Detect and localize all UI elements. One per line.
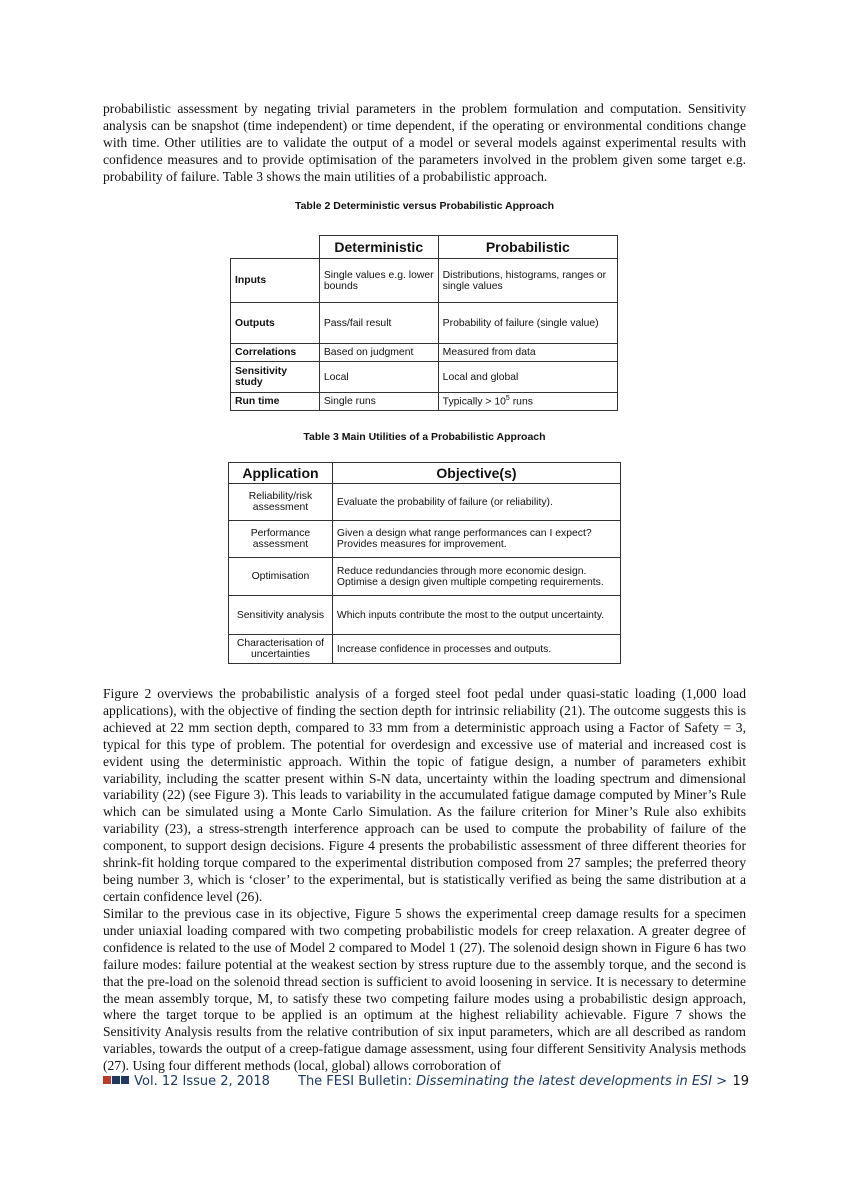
body-paragraph-figures-2-4: Figure 2 overviews the probabilistic analysis of a forged steel foot pedal under quasi-static loading (1,000 load applications), with the objective of finding the section depth for intrinsic reliability (21). The outcome suggests this is achieved at 22 mm section depth, compared to 33 mm from a deterministic approach using a Factor of Safety = 3, typical for this type of problem. The potential for overdesign and excessive use of material and increased cost is evident using the deterministic approach. Within the topic of fatigue design, a number of parameters exhibit variability, including the scatter present within S-N data, uncertainty within the loading spectrum and dimensional variability (22) (see Figure 3). This leads to variability in the accumulated fatigue damage computed by Miner’s Rule which can be simulated using a Monte Carlo Simulation. As the failure criterion for Miner’s Rule also exhibits variability (23), a stress-strength interference approach can be used to compute the probability of failure of the component, to support design decisions. Figure 4 presents the probabilistic assessment of three different theories for shrink-fit holding torque compared to the experimental distribution composed from 27 samples; the preferred theory being number 3, which is ‘closer’ to the experimental, but is statistically verified as being the same distribution at a certain confidence level (26). (103, 686, 746, 904)
table-row (229, 558, 621, 596)
table-corner-cell (231, 236, 320, 259)
row-label: Outputs (231, 303, 320, 344)
table-row (231, 259, 618, 303)
run-time-suffix: runs (509, 396, 533, 408)
probabilistic-cell (438, 393, 617, 411)
application-cell: Optimisation (229, 558, 333, 596)
table-deterministic-vs-probabilistic (230, 235, 618, 411)
table2-caption: Table 2 Deterministic versus Probabilistic Approach (294, 200, 555, 212)
footer-square-icon (121, 1076, 129, 1084)
probabilistic-cell: Distributions, histograms, ranges or single values (438, 259, 617, 303)
footer-bulletin-title (298, 1074, 727, 1089)
footer-volume-text: Vol. 12 Issue 2, 2018 (134, 1074, 270, 1089)
deterministic-cell: Pass/fail result (319, 303, 438, 344)
table-row (229, 635, 621, 664)
run-time-exponent: 5 (505, 395, 510, 403)
footer-bulletin-prefix: The FESI Bulletin: (298, 1074, 417, 1089)
column-header-deterministic: Deterministic (319, 236, 438, 259)
table-row (231, 362, 618, 393)
column-header-probabilistic: Probabilistic (438, 236, 617, 259)
row-label: Inputs (231, 259, 320, 303)
application-cell: Sensitivity analysis (229, 596, 333, 635)
row-label: Correlations (231, 344, 320, 362)
intro-paragraph: probabilistic assessment by negating trivial parameters in the problem formulation and computation. Sensitivity analysis can be snapshot (time independent) or time dependent, if the operating or environmental conditions change with time. Other utilities are to validate the output of a model or several models against experimental results with confidence measures and to provide optimisation of the parameters involved in the problem given some target e.g. probability of failure. Table 3 shows the main utilities of a probabilistic approach. (103, 101, 746, 184)
probabilistic-cell: Measured from data (438, 344, 617, 362)
objective-cell: Reduce redundancies through more economic design. Optimise a design given multiple competing requirements. (332, 558, 620, 596)
table-header-row (231, 236, 618, 259)
footer-square-icon (112, 1076, 120, 1084)
objective-cell: Given a design what range performances can I expect? Provides measures for improvement. (332, 521, 620, 558)
footer-volume (103, 1074, 270, 1089)
objective-cell: Evaluate the probability of failure (or reliability). (332, 484, 620, 521)
table-header-row (229, 463, 621, 484)
run-time-prefix: Typically > 10 (442, 396, 506, 408)
table-row (229, 521, 621, 558)
table-row (231, 393, 618, 411)
table-row (229, 484, 621, 521)
body-paragraph-figures-5-7: Similar to the previous case in its objective, Figure 5 shows the experimental creep damage results for a specimen under uniaxial loading compared with two competing probabilistic models for creep relaxation. A greater degree of confidence is related to the use of Model 2 compared to Model 1 (27). The solenoid design shown in Figure 6 has two failure modes: failure potential at the weakest section by stress rupture due to the assembly torque, and the second is that the pre-load on the solenoid thread section is sufficient to avoid loosening in service. It is necessary to determine the mean assembly torque, M, to satisfy these two competing failure modes using a probabilistic design approach, where the target torque to be applied is an optimum at the highest reliability achievable. Figure 7 shows the Sensitivity Analysis results from the relative contribution of six input parameters, which are all described as random variables, towards the output of a creep-fatigue damage assessment, using four different Sensitivity Analysis methods (27). Using four different methods (local, global) allows corroboration of (103, 906, 746, 1074)
page-footer (103, 1074, 749, 1094)
application-cell: Reliability/risk assessment (229, 484, 333, 521)
application-cell: Characterisation of uncertainties (229, 635, 333, 664)
deterministic-cell: Based on judgment (319, 344, 438, 362)
probabilistic-cell: Probability of failure (single value) (438, 303, 617, 344)
probabilistic-cell: Local and global (438, 362, 617, 393)
table-row (229, 596, 621, 635)
column-header-objectives: Objective(s) (332, 463, 620, 484)
objective-cell: Increase confidence in processes and outputs. (332, 635, 620, 664)
deterministic-cell: Single runs (319, 393, 438, 411)
page-number: 19 (732, 1074, 749, 1089)
table-row (231, 303, 618, 344)
row-label: Sensitivity study (231, 362, 320, 393)
row-label: Run time (231, 393, 320, 411)
application-cell: Performance assessment (229, 521, 333, 558)
footer-bulletin-tagline: Disseminating the latest developments in ESI > (416, 1074, 728, 1089)
deterministic-cell: Single values e.g. lower bounds (319, 259, 438, 303)
column-header-application: Application (229, 463, 333, 484)
table-row (231, 344, 618, 362)
objective-cell: Which inputs contribute the most to the output uncertainty. (332, 596, 620, 635)
footer-square-icon (103, 1076, 111, 1084)
deterministic-cell: Local (319, 362, 438, 393)
table-probabilistic-utilities (228, 462, 621, 664)
table3-caption: Table 3 Main Utilities of a Probabilistic Approach (303, 431, 546, 443)
